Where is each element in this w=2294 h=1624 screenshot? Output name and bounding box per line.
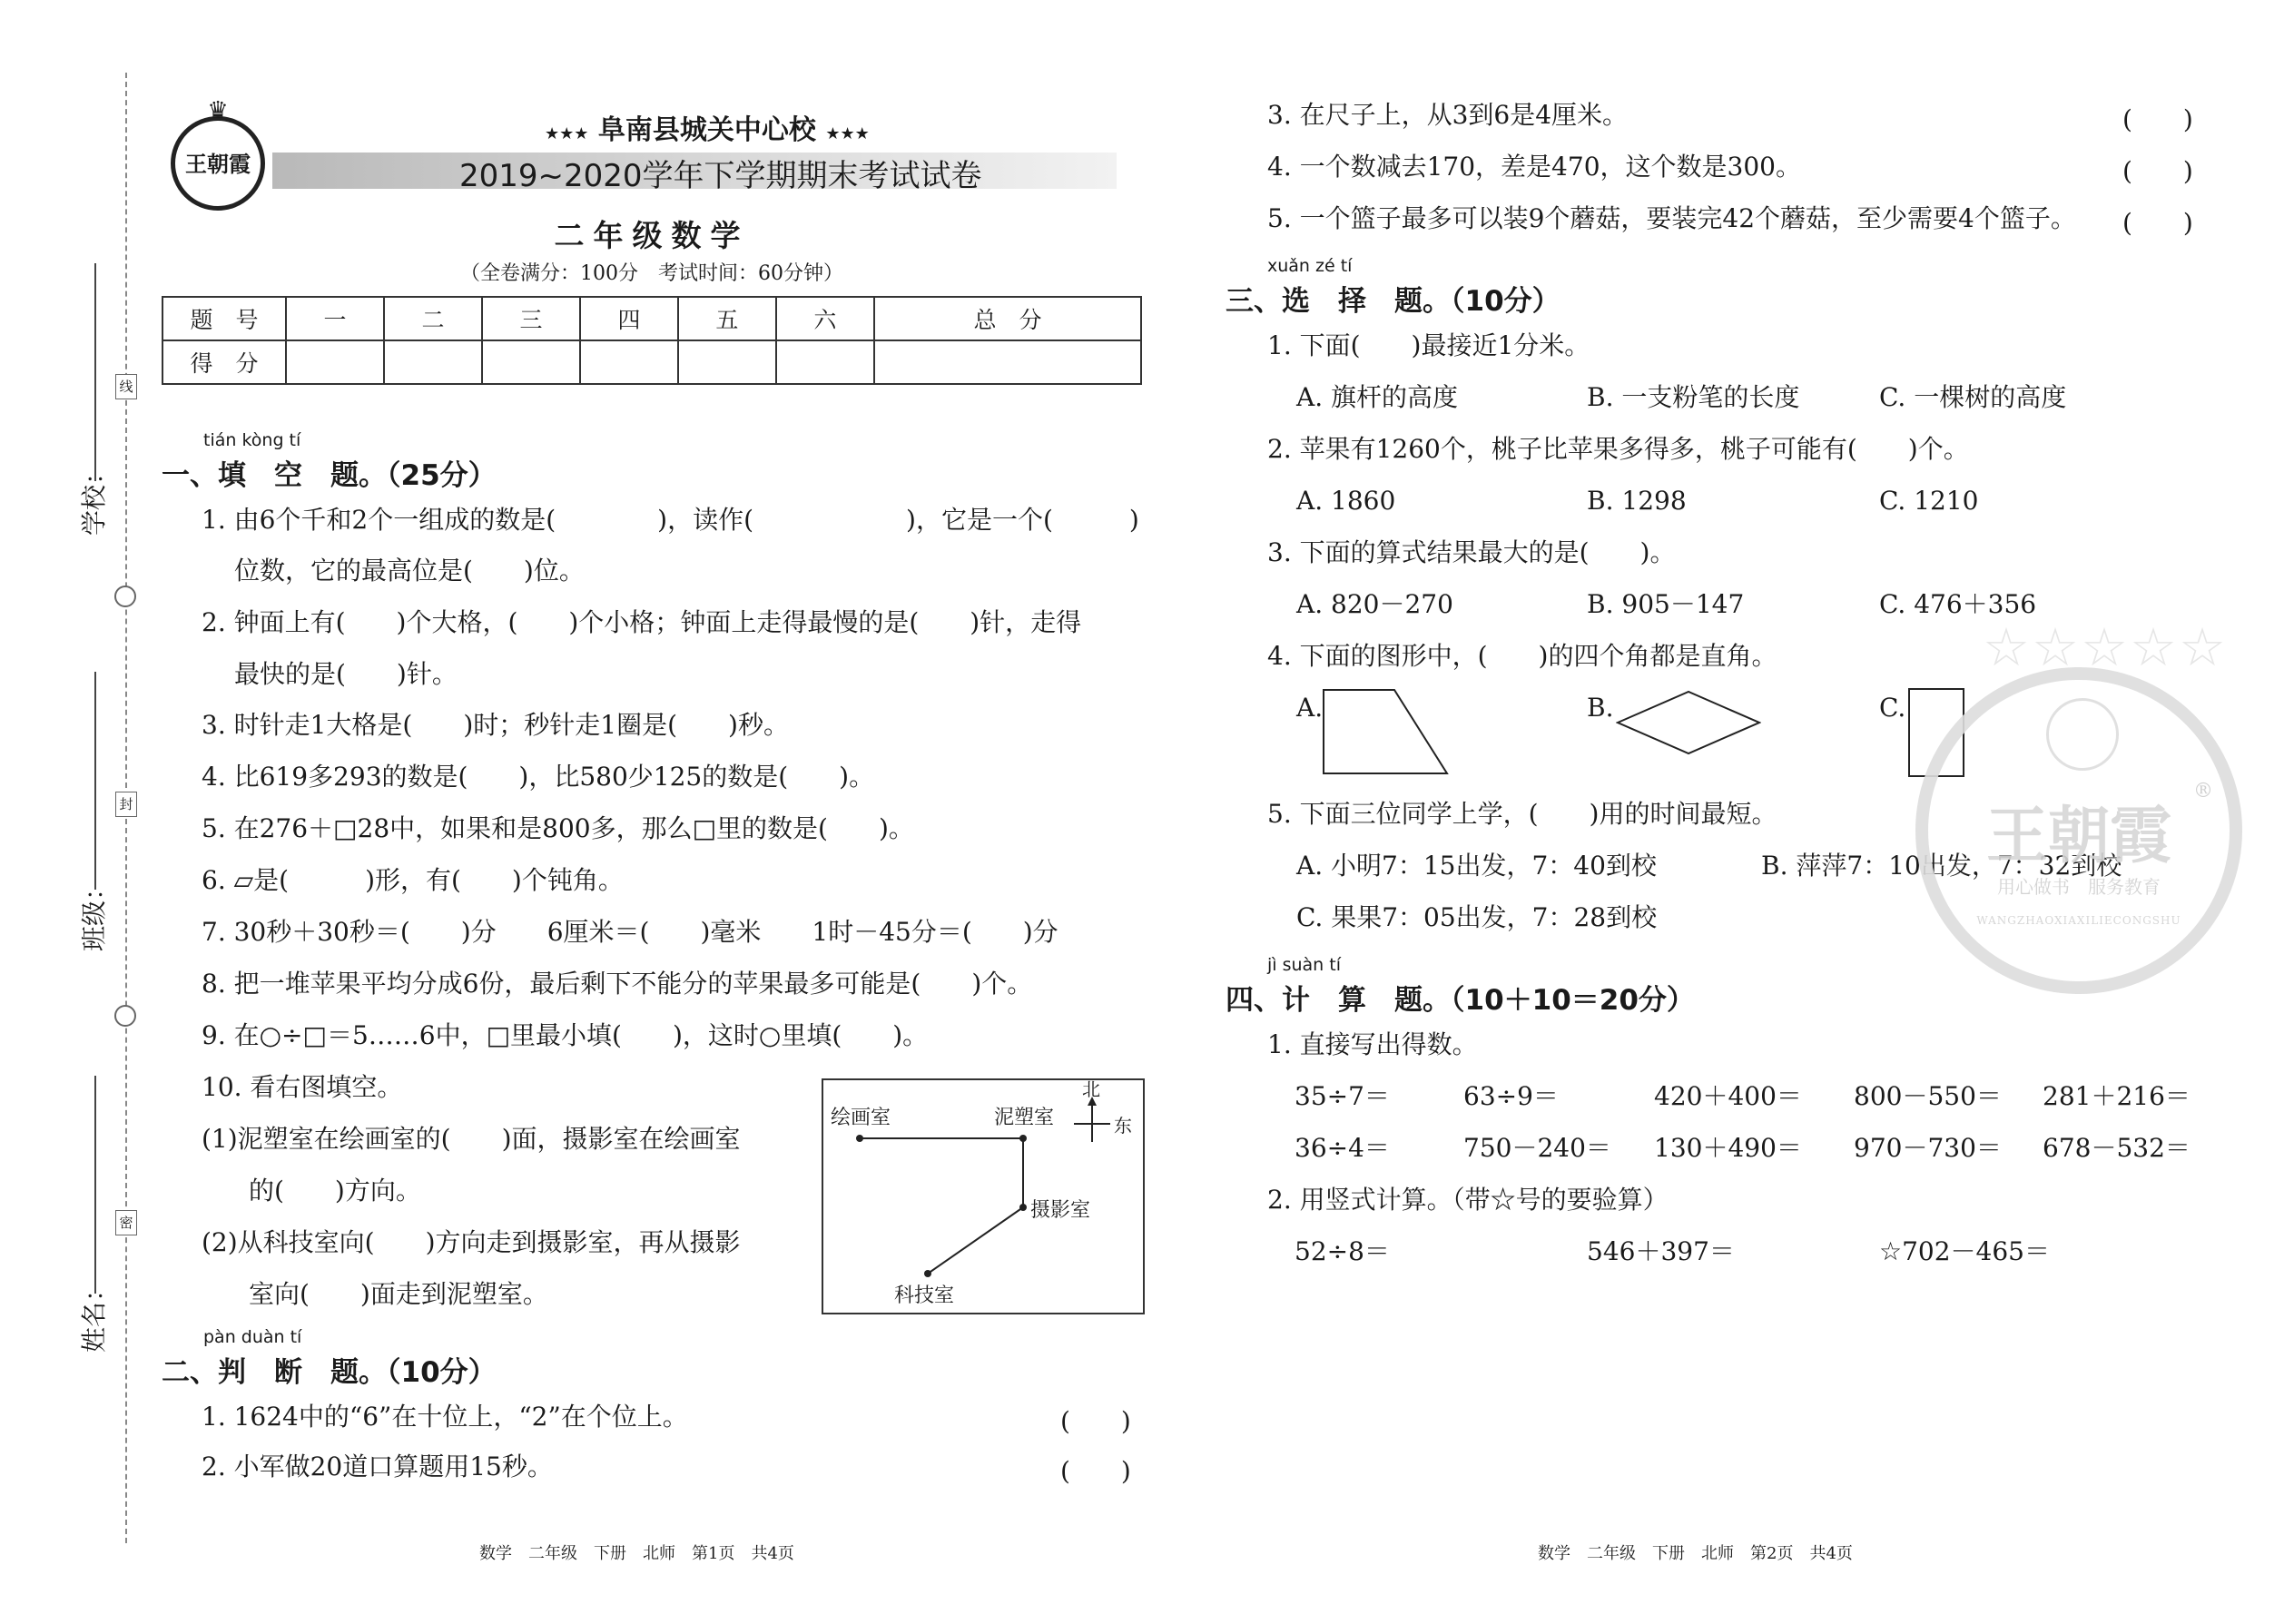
binding-mark-xian: 线 [115,374,137,399]
section1-pinyin: tián kòng tí [203,430,301,450]
s2-q3-answer[interactable]: ( ) [2122,104,2193,134]
s1-q4: 4. 比619多293的数是( )，比580少125的数是( )。 [202,762,875,792]
exam-title: 2019~2020学年下学期期末考试试卷 [459,158,982,194]
section3-title: 三、选 择 题。（10分） [1226,285,1561,318]
watermark-ring-text: WANGZHAOXIAXILIECONGSHU [1976,914,2181,927]
binding-mark-feng: 封 [115,792,137,817]
subject-title: 二年级数学 [554,218,750,253]
binding-hole-icon [114,1005,136,1027]
s3-q3-b[interactable]: B. 905－147 [1587,589,1745,619]
vertical-calc-item[interactable]: 546＋397＝ [1587,1236,1735,1266]
s2-q1: 1. 1624中的“6”在十位上，“2”在个位上。 [202,1402,688,1432]
score-cell[interactable] [678,340,776,384]
s4-q1: 1. 直接写出得数。 [1267,1029,1478,1059]
s1-q10-2a: (2)从科技室向( )方向走到摄影室，再从摄影 [202,1227,741,1257]
calc-item[interactable]: 420＋400＝ [1654,1081,1802,1111]
s1-q3: 3. 时针走1大格是( )时；秒针走1圈是( )秒。 [202,710,789,740]
section2-pinyin: pàn duàn tí [203,1327,302,1347]
calc-item[interactable]: 800－550＝ [1854,1081,2002,1111]
score-cell[interactable] [286,340,384,384]
logo-text: 王朝霞 [185,151,251,177]
calc-item[interactable]: 35÷7＝ [1295,1081,1390,1111]
s3-q1-c[interactable]: C. 一棵树的高度 [1879,382,2067,412]
watermark-stars-icon: ☆☆☆☆☆ [1983,616,2228,678]
s3-q4-c[interactable]: C. [1879,693,1906,723]
score-table-score-row [162,340,1141,384]
section3-pinyin: xuǎn zé tí [1267,256,1353,276]
rhombus-shape [1616,690,1761,755]
s3-q2-c[interactable]: C. 1210 [1879,486,1979,516]
s1-q9: 9. 在○÷□＝5……6中，□里最小填( )，这时○里填( )。 [202,1020,929,1050]
score-row-label: 得 分 [162,340,286,384]
s3-q3: 3. 下面的算式结果最大的是( )。 [1267,537,1676,567]
s2-q2-answer[interactable]: ( ) [1060,1456,1131,1486]
s3-q3-a[interactable]: A. 820－270 [1296,589,1453,619]
s2-q4: 4. 一个数减去170，差是470，这个数是300。 [1267,152,1801,182]
score-header-cell: 二 [384,297,482,340]
score-header-cell: 六 [776,297,874,340]
section4-pinyin: jì suàn tí [1267,955,1341,975]
score-table-header-row [162,297,1141,340]
direction-map [822,1078,1145,1314]
watermark-slogan: 用心做书 服务教育 [1997,876,2161,898]
map-keji: 科技室 [894,1284,955,1307]
s2-q4-answer[interactable]: ( ) [2122,156,2193,186]
header-school-line [545,107,870,147]
binding-hole-icon [114,586,136,607]
watermark-reg: ® [2193,780,2213,802]
calc-item[interactable]: 281＋216＝ [2043,1081,2191,1111]
s3-q5-a[interactable]: A. 小明7：15出发，7：40到校 [1296,851,1657,881]
s1-q10-1a: (1)泥塑室在绘画室的( )面，摄影室在绘画室 [202,1124,741,1154]
s3-q5-b[interactable]: B. 萍萍7：10出发，7：32到校 [1761,851,2122,881]
map-nisu: 泥塑室 [994,1107,1055,1129]
s1-q5: 5. 在276＋□28中，如果和是800多，那么□里的数是( )。 [202,813,914,843]
score-header-cell: 题 号 [162,297,286,340]
class-label: 班级： [79,874,109,951]
calc-item[interactable]: 970－730＝ [1854,1133,2002,1163]
s3-q2-b[interactable]: B. 1298 [1587,486,1687,516]
s1-q8: 8. 把一堆苹果平均分成6份，最后剩下不能分的苹果最多可能是( )个。 [202,969,1033,999]
binding-mark-mi: 密 [115,1210,137,1235]
s1-q10: 10. 看右图填空。 [202,1072,403,1102]
s3-q5-c[interactable]: C. 果果7：05出发，7：28到校 [1296,902,1658,932]
trapezoid-shape [1322,688,1449,775]
s3-q2: 2. 苹果有1260个，桃子比苹果多得多，桃子可能有( )个。 [1267,434,1969,464]
s3-q1: 1. 下面( )最接近1分米。 [1267,330,1590,360]
s3-q1-b[interactable]: B. 一支粉笔的长度 [1587,382,1800,412]
score-cell[interactable] [384,340,482,384]
s1-q2a: 2. 钟面上有( )个大格，( )个小格；钟面上走得最慢的是( )针，走得 [202,607,1082,637]
s2-q1-answer[interactable]: ( ) [1060,1406,1131,1436]
school-field-line[interactable] [94,263,96,481]
score-cell[interactable] [482,340,580,384]
s3-q2-a[interactable]: A. 1860 [1296,486,1396,516]
s4-q2: 2. 用竖式计算。（带☆号的要验算） [1267,1185,1669,1215]
s3-q5: 5. 下面三位同学上学，( )用的时间最短。 [1267,799,1777,829]
score-header-cell: 总 分 [874,297,1141,340]
s1-q10-2b: 室向( )面走到泥塑室。 [249,1279,548,1309]
s1-q1a: 1. 由6个千和2个一组成的数是( )，读作( )，它是一个( ) [202,505,1139,535]
section1-title: 一、填 空 题。（25分） [162,459,497,492]
crown-icon: ♛ [207,97,229,124]
section4-title: 四、计 算 题。（10＋10＝20分） [1226,984,1695,1017]
watermark-seal [1915,616,2242,994]
school-name: 阜南县城关中心校 [597,114,816,146]
s2-q3: 3. 在尺子上，从3到6是4厘米。 [1267,100,1629,130]
s3-q4: 4. 下面的图形中，( )的四个角都是直角。 [1267,641,1777,671]
stars-right: ★★★ [825,124,870,143]
exam-info: （全卷满分：100分 考试时间：60分钟） [460,262,843,285]
footer-left: 数学 二年级 下册 北师 第1页 共4页 [479,1544,794,1563]
calc-item[interactable]: 750－240＝ [1463,1133,1611,1163]
s3-q4-a[interactable]: A. [1296,693,1324,723]
score-cell[interactable] [874,340,1141,384]
s2-q2: 2. 小军做20道口算题用15秒。 [202,1452,553,1481]
s3-q1-a[interactable]: A. 旗杆的高度 [1296,382,1459,412]
s1-q2b: 最快的是( )针。 [234,659,458,689]
s1-q7: 7. 30秒＋30秒＝( )分 6厘米＝( )毫米 1时－45分＝( )分 [202,917,1058,947]
stars-left: ★★★ [545,124,589,143]
name-field-line[interactable] [94,1076,96,1294]
s3-q4-b[interactable]: B. [1587,693,1614,723]
school-label: 学校： [79,458,109,536]
score-cell[interactable] [776,340,874,384]
calc-item[interactable]: 130＋490＝ [1654,1133,1802,1163]
score-header-cell: 三 [482,297,580,340]
map-huihua: 绘画室 [831,1107,891,1129]
s2-q5: 5. 一个篮子最多可以装9个蘑菇，要装完42个蘑菇，至少需要4个篮子。 [1267,203,2076,233]
map-sheying: 摄影室 [1030,1199,1091,1222]
name-label: 姓名： [79,1275,109,1353]
score-header-cell: 一 [286,297,384,340]
calc-item[interactable]: 63÷9＝ [1463,1081,1559,1111]
score-table [162,296,1142,385]
score-header-cell: 四 [580,297,678,340]
map-east: 东 [1114,1115,1132,1137]
s1-q6: 6. ▱是( )形，有( )个钝角。 [202,865,624,895]
vertical-calc-item[interactable]: 52÷8＝ [1295,1236,1390,1266]
vertical-calc-item[interactable]: ☆702－465＝ [1879,1236,2050,1266]
class-field-line[interactable] [94,672,96,890]
s1-q10-1b: 的( )方向。 [249,1176,421,1206]
watermark-portrait-icon [2046,698,2119,771]
score-cell[interactable] [580,340,678,384]
logo-badge [171,97,265,211]
s2-q5-answer[interactable]: ( ) [2122,208,2193,238]
s3-q3-c[interactable]: C. 476＋356 [1879,589,2037,619]
footer-right: 数学 二年级 下册 北师 第2页 共4页 [1538,1544,1853,1563]
calc-item[interactable]: 36÷4＝ [1295,1133,1390,1163]
watermark-name: 王朝霞 [1985,800,2171,872]
map-north: 北 [1082,1078,1100,1100]
s1-q1b: 位数，它的最高位是( )位。 [234,556,585,586]
section2-title: 二、判 断 题。（10分） [162,1356,497,1389]
calc-item[interactable]: 678－532＝ [2043,1133,2191,1163]
score-header-cell: 五 [678,297,776,340]
